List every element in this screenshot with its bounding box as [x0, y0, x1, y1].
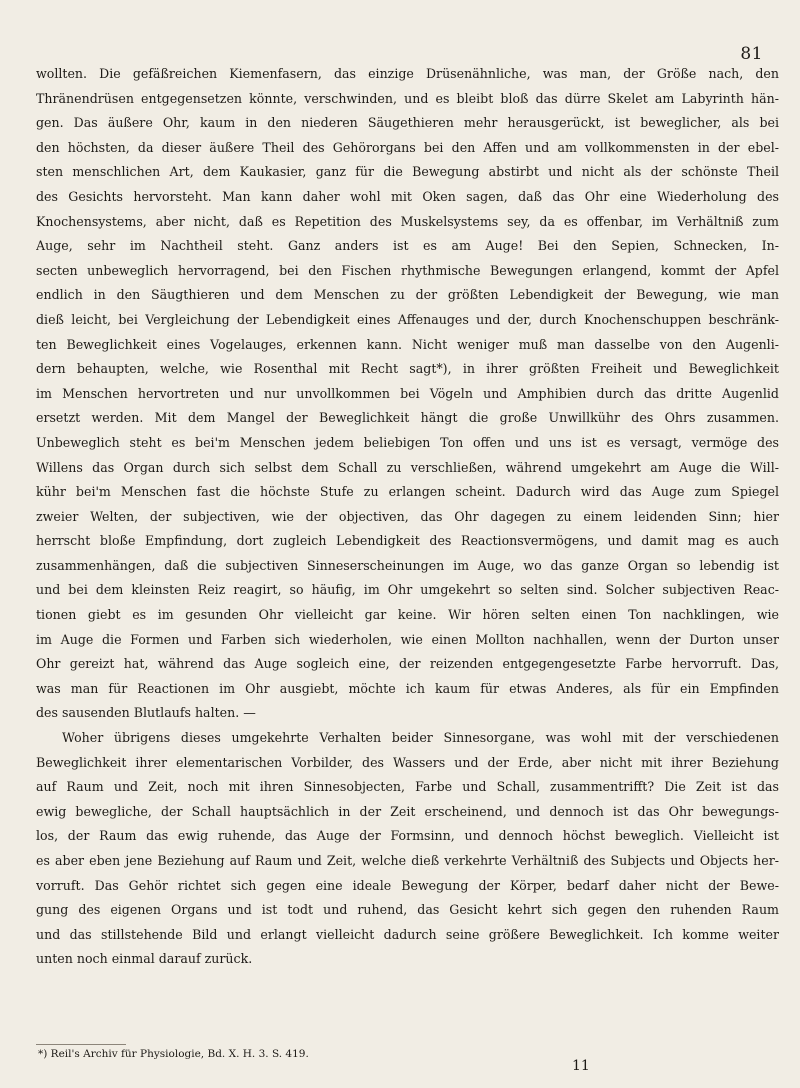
footnote-rule	[36, 1044, 126, 1045]
text-line: dieß leicht, bei Vergleichung der Lebendigkeit eines Affenauges und der, durch Knochenschuppen beschränk-	[36, 311, 779, 327]
text-line: gung des eigenen Organs und ist todt und ruhend, das Gesicht kehrt sich gegen den ruhenden Raum	[36, 902, 779, 918]
text-line: sten menschlichen Art, dem Kaukasier, ganz für die Bewegung abstirbt und nicht als der schönste Theil	[36, 164, 779, 180]
text-line: ersetzt werden. Mit dem Mangel der Beweglichkeit hängt die große Unwillkühr des Ohrs zusammen.	[36, 410, 779, 426]
text-line: des Gesichts hervorsteht. Man kann daher wohl mit Oken sagen, daß das Ohr eine Wiederholung des	[36, 188, 779, 204]
text-line: Woher übrigens dieses umgekehrte Verhalten beider Sinnesorgane, was wohl mit der verschiedenen	[62, 730, 779, 746]
printer-signature-mark: 11	[572, 1058, 590, 1074]
text-line: ten Beweglichkeit eines Vogelauges, erkennen kann. Nicht weniger muß man dasselbe von den Augenli-	[36, 336, 779, 352]
text-line: und bei dem kleinsten Reiz reagirt, so häufig, im Ohr umgekehrt so selten sind. Solcher subjectiven Reac-	[36, 582, 779, 598]
text-line: des sausenden Blutlaufs halten. —	[36, 705, 256, 721]
text-line: unten noch einmal darauf zurück.	[36, 951, 253, 967]
text-line: Thränendrüsen entgegensetzen könnte, verschwinden, und es bleibt bloß das dürre Skelet am Labyrinth hän-	[36, 90, 779, 106]
text-line: wollten. Die gefäßreichen Kiemenfasern, das einzige Drüsenähnliche, was man, der Größe nach, den	[36, 66, 779, 81]
text-line: zweier Welten, der subjectiven, wie der objectiven, das Ohr dagegen zu einem leidenden Sinn; hier	[36, 508, 779, 524]
text-line: Auge, sehr im Nachtheil steht. Ganz anders ist es am Auge! Bei den Sepien, Schnecken, In-	[36, 238, 779, 254]
text-line: kühr bei'm Menschen fast die höchste Stufe zu erlangen scheint. Dadurch wird das Auge zum Spiegel	[36, 484, 779, 500]
footnote: *) Reil's Archiv für Physiologie, Bd. X. H. 3. S. 419.	[38, 1048, 309, 1060]
text-line: vorruft. Das Gehör richtet sich gegen eine ideale Bewegung der Körper, bedarf daher nicht der Bewe-	[36, 877, 779, 893]
text-line: Beweglichkeit ihrer elementarischen Vorbilder, des Wassers und der Erde, aber nicht mit ihrer Beziehung	[36, 754, 779, 770]
text-line: gen. Das äußere Ohr, kaum in den niederen Säugethieren mehr herausgerückt, ist beweglicher, als bei	[36, 115, 779, 131]
text-line: es aber eben jene Beziehung auf Raum und Zeit, welche dieß verkehrte Verhältniß des Subjects und Objects her-	[36, 853, 779, 868]
text-line: endlich in den Säugthieren und dem Menschen zu der größten Lebendigkeit der Bewegung, wie man	[36, 287, 779, 303]
text-line: und das stillstehende Bild und erlangt vielleicht dadurch seine größere Beweglichkeit. Ich komme weiter	[36, 926, 779, 942]
body-text	[36, 62, 779, 972]
text-line: herrscht bloße Empfindung, dort zugleich Lebendigkeit des Reactionsvermögens, und damit mag es auch	[36, 533, 779, 549]
text-line: was man für Reactionen im Ohr ausgiebt, möchte ich kaum für etwas Anderes, als für ein Empfinden	[36, 680, 779, 696]
text-line: Ohr gereizt hat, während das Auge sogleich eine, der reizenden entgegengesetzte Farbe hervorruft. Das,	[36, 656, 779, 672]
text-line: im Menschen hervortreten und nur unvollkommen bei Vögeln und Amphibien durch das dritte Augenlid	[36, 385, 779, 401]
text-line: dern behaupten, welche, wie Rosenthal mit Recht sagt*), in ihrer größten Freiheit und Beweglichkeit	[36, 361, 779, 377]
text-line: ewig bewegliche, der Schall hauptsächlich in der Zeit erscheinend, und dennoch ist das Ohr bewegungs-	[36, 803, 779, 819]
page-number: 81	[740, 44, 763, 64]
text-line: den höchsten, da dieser äußere Theil des Gehörorgans bei den Affen und am vollkommensten in der ebel-	[36, 139, 779, 155]
text-line: Knochensystems, aber nicht, daß es Repetition des Muskelsystems sey, da es offenbar, im Verhältniß zum	[36, 213, 779, 229]
text-line: Willens das Organ durch sich selbst dem Schall zu verschließen, während umgekehrt am Auge die Will-	[36, 459, 779, 475]
text-line: im Auge die Formen und Farben sich wiederholen, wie einen Mollton nachhallen, wenn der Durton unser	[36, 631, 779, 647]
text-line: tionen giebt es im gesunden Ohr vielleicht gar keine. Wir hören selten einen Ton nachklingen, wie	[36, 607, 779, 623]
text-line: secten unbeweglich hervorragend, bei den Fischen rhythmische Bewegungen erlangend, kommt der Apfel	[36, 262, 779, 278]
text-line: los, der Raum das ewig ruhende, das Auge der Formsinn, und dennoch höchst beweglich. Vielleicht ist	[36, 828, 779, 844]
text-line: auf Raum und Zeit, noch mit ihren Sinnesobjecten, Farbe und Schall, zusammentrifft? Die Zeit ist das	[36, 779, 779, 795]
text-line: Unbeweglich steht es bei'm Menschen jedem beliebigen Ton offen und uns ist es versagt, vermöge des	[36, 434, 779, 450]
text-line: zusammenhängen, daß die subjectiven Sinneserscheinungen im Auge, wo das ganze Organ so lebendig ist	[36, 557, 779, 573]
